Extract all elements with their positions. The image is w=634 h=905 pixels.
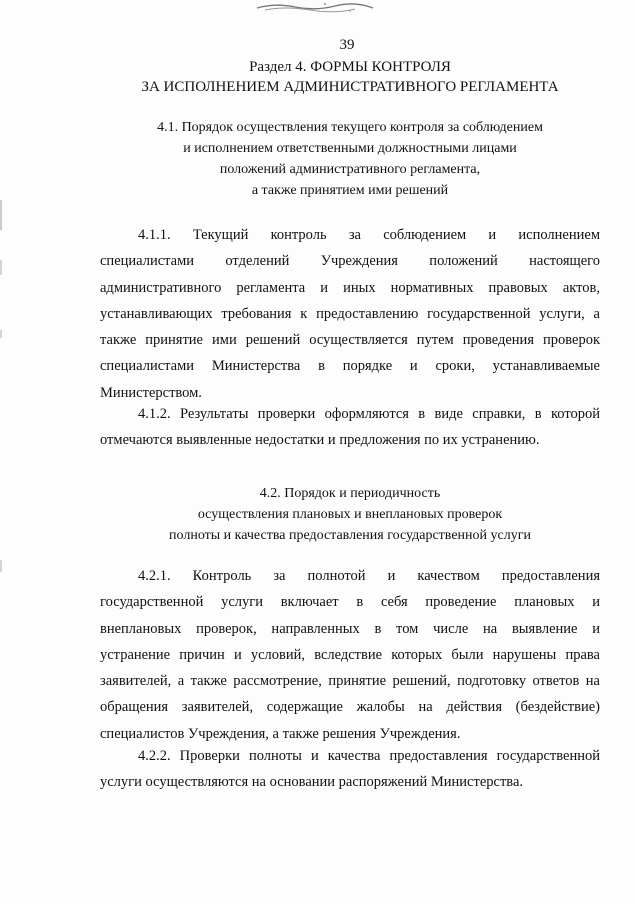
scan-edge-marks [0,200,4,580]
paragraph-line: внеплановых проверок, направленных в том числе на выявление и [100,620,600,637]
paragraph-4-2-1 [100,563,600,747]
paragraph-line: отмечаются выявленные недостатки и предложения по их устранению. [100,432,540,449]
subsection-4-1-heading [100,117,600,201]
paragraph-4-1-1 [100,222,600,406]
paragraph-line: 4.1.1. Текущий контроль за соблюдением и исполнением [138,227,600,243]
heading-line: 4.2. Порядок и периодичность [259,486,441,501]
section-title-line: Раздел 4. ФОРМЫ КОНТРОЛЯ [249,59,451,75]
paragraph-line: услуги осуществляются на основании распоряжений Министерства. [100,774,523,791]
paragraph-line: специалистов Учреждения, а также решения Учреждения. [100,725,461,742]
section-title-line: ЗА ИСПОЛНЕНИЕМ АДМИНИСТРАТИВНОГО РЕГЛАМЕНТА [141,79,559,95]
heading-line: полноты и качества предоставления государственной услуги [169,528,531,543]
scan-artifact [255,0,375,14]
heading-line: а также принятием ими решений [251,183,449,198]
paragraph-line: специалистами Министерства в порядке и сроки, устанавливаемые [100,358,600,375]
paragraph-line: устанавливающих требования к предоставлению государственной услуги, а [100,305,600,322]
paragraph-line: специалистами отделений Учреждения положений настоящего [100,253,600,270]
paragraph-4-1-2 [100,401,600,454]
subsection-4-2-heading [100,483,600,546]
paragraph-line: административного регламента и иных нормативных правовых актов, [100,279,600,296]
paragraph-line: 4.2.1. Контроль за полнотой и качеством предоставления [138,568,600,584]
paragraph-line: обращения заявителей, содержащие жалобы на действия (бездействие) [100,699,600,716]
paragraph-line: 4.2.2. Проверки полноты и качества предоставления государственной [138,748,600,764]
paragraph-line: 4.1.2. Результаты проверки оформляются в виде справки, в которой [138,406,600,422]
paragraph-line: Министерством. [100,384,202,401]
section-title [100,57,600,97]
paragraph-line: также принятие ими решений осуществляется путем проведения проверок [100,332,600,349]
paragraph-line: государственной услуги включает в себя проведение плановых и [100,594,600,611]
heading-line: осуществления плановых и внеплановых проверок [197,507,503,522]
page-number: 39 [339,37,355,53]
paragraph-4-2-2 [100,743,600,796]
heading-line: 4.1. Порядок осуществления текущего контроля за соблюдением [157,120,543,135]
heading-line: положений административного регламента, [219,162,481,177]
paragraph-line: устранение причин и условий, вследствие которых были нарушены права [100,646,600,663]
heading-line: и исполнением ответственными должностными лицами [183,141,517,156]
paragraph-line: заявителей, а также рассмотрение, принятие решений, подготовку ответов на [100,673,600,690]
